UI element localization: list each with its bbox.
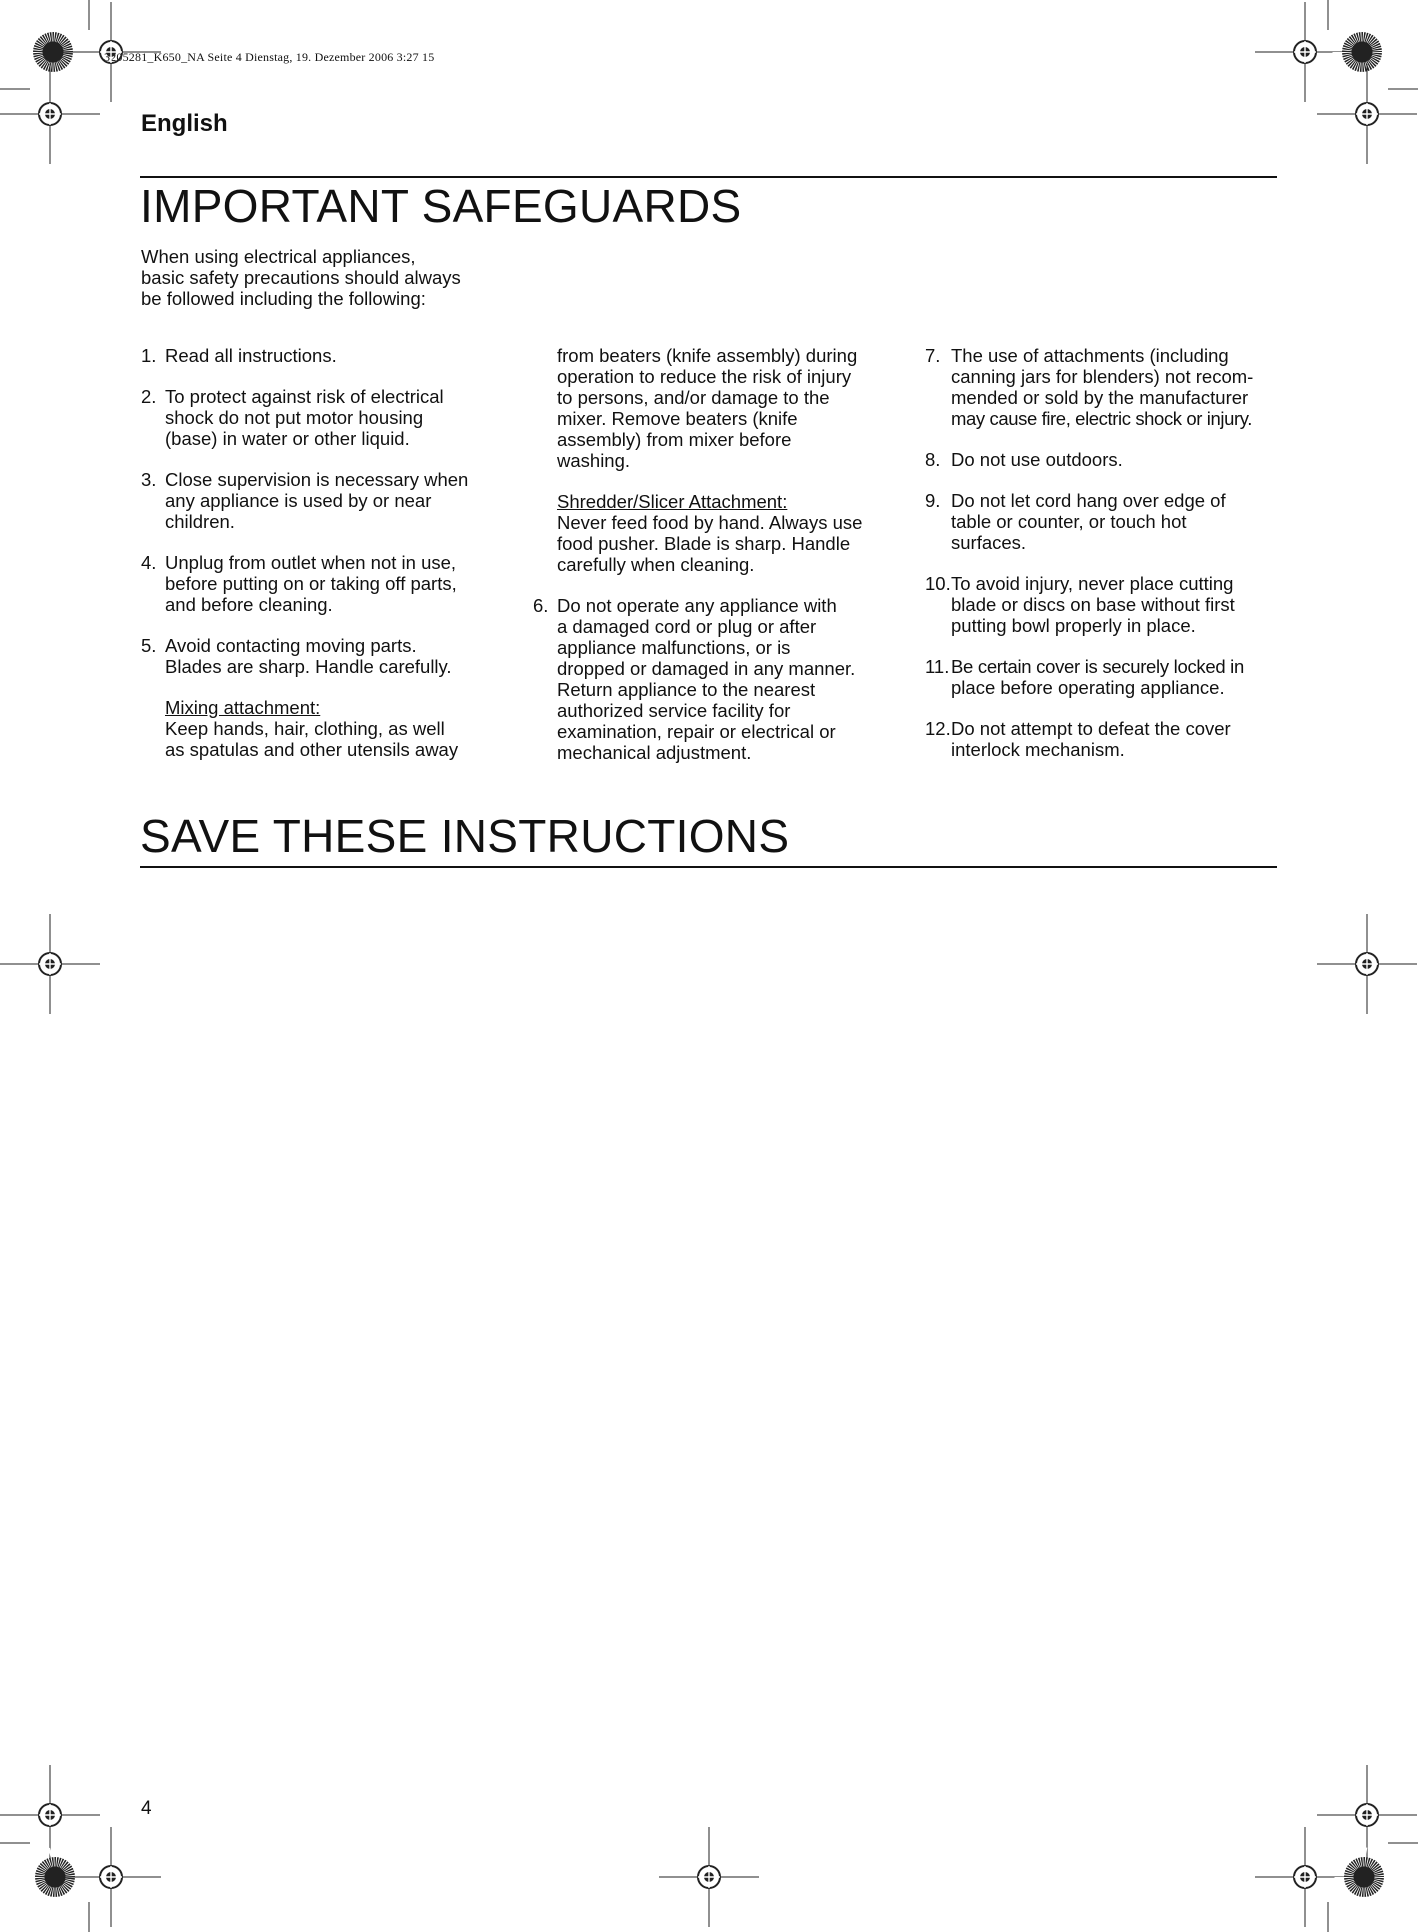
item-text: canning jars for blenders) not recom- [951, 366, 1254, 387]
page-heading: IMPORTANT SAFEGUARDS [140, 180, 742, 232]
item-text: Do not operate any appliance with [557, 595, 837, 616]
item-text: from beaters (knife assembly) during [557, 345, 858, 366]
item-text: Unplug from outlet when not in use, [165, 552, 457, 573]
item-text: putting bowl properly in place. [951, 615, 1196, 636]
registration-star-icon [1342, 32, 1382, 72]
item-text: (base) in water or other liquid. [165, 428, 410, 449]
item-text: assembly) from mixer before [557, 429, 792, 450]
item-number: 4. [141, 552, 157, 573]
registration-crosshair-icon [0, 64, 100, 164]
item-text: table or counter, or touch hot [951, 511, 1187, 532]
intro-line: basic safety precautions should always [141, 267, 461, 288]
item-text: mechanical adjustment. [557, 742, 752, 763]
item-text: The use of attachments (including [951, 345, 1229, 366]
item-text: Read all instructions. [165, 345, 337, 366]
item-number: 2. [141, 386, 157, 407]
item-text: Avoid contacting moving parts. [165, 635, 417, 656]
item-number: 3. [141, 469, 157, 490]
item-text: as spatulas and other utensils away [165, 739, 459, 760]
item-number: 10. [925, 573, 951, 594]
item-text: Return appliance to the nearest [557, 679, 816, 700]
item-text: authorized service facility for [557, 700, 791, 721]
registration-crosshair-icon [659, 1827, 759, 1927]
intro-line: be followed including the following: [141, 288, 426, 309]
item-text: To avoid injury, never place cutting [951, 573, 1234, 594]
item-text: and before cleaning. [165, 594, 333, 615]
item-number: 6. [533, 595, 549, 616]
intro-line: When using electrical appliances, [141, 246, 416, 267]
item-text: any appliance is used by or near [165, 490, 432, 511]
item-number: 9. [925, 490, 941, 511]
item-text: examination, repair or electrical or [557, 721, 836, 742]
registration-star-icon [1344, 1857, 1384, 1897]
item-text: children. [165, 511, 235, 532]
item-text: place before operating appliance. [951, 677, 1225, 698]
item-text: mended or sold by the manufacturer [951, 387, 1249, 408]
item-text: shock do not put motor housing [165, 407, 424, 428]
registration-crosshair-icon [1317, 64, 1417, 164]
printer-slug: 3205281_K650_NA Seite 4 Dienstag, 19. Dezember 2006 3:27 15 [104, 50, 435, 64]
item-text: a damaged cord or plug or after [557, 616, 817, 637]
item-text: Close supervision is necessary when [165, 469, 469, 490]
item-number: 1. [141, 345, 157, 366]
item-text: Do not let cord hang over edge of [951, 490, 1226, 511]
item-text: to persons, and/or damage to the [557, 387, 830, 408]
item-text: appliance malfunctions, or is [557, 637, 791, 658]
mixing-attachment-title: Mixing attachment: [165, 697, 321, 718]
registration-crosshair-icon [61, 2, 161, 102]
item-text: before putting on or taking off parts, [165, 573, 457, 594]
item-text: Do not attempt to defeat the cover [951, 718, 1231, 739]
item-text: mixer. Remove beaters (knife [557, 408, 798, 429]
language-label: English [141, 110, 228, 137]
item-text: may cause fire, electric shock or injury. [951, 408, 1252, 429]
item-number: 12. [925, 718, 951, 739]
item-text: blade or discs on base without first [951, 594, 1235, 615]
item-text: dropped or damaged in any manner. [557, 658, 856, 679]
shredder-attachment-title: Shredder/Slicer Attachment: [557, 491, 788, 512]
item-number: 7. [925, 345, 941, 366]
item-text: Never feed food by hand. Always use [557, 512, 863, 533]
item-number: 11. [925, 656, 950, 677]
item-text: Keep hands, hair, clothing, as well [165, 718, 445, 739]
page-number: 4 [141, 1798, 152, 1819]
item-number: 5. [141, 635, 157, 656]
item-text: Blades are sharp. Handle carefully. [165, 656, 452, 677]
item-text: Do not use outdoors. [951, 449, 1123, 470]
registration-crosshair-icon [61, 1827, 161, 1927]
item-text: interlock mechanism. [951, 739, 1125, 760]
item-number: 8. [925, 449, 941, 470]
item-text: operation to reduce the risk of injury [557, 366, 852, 387]
item-text: surfaces. [951, 532, 1027, 553]
item-text: food pusher. Blade is sharp. Handle [557, 533, 851, 554]
registration-crosshair-icon [1317, 914, 1417, 1014]
item-text: Be certain cover is securely locked in [951, 656, 1244, 677]
item-text: To protect against risk of electrical [165, 386, 444, 407]
item-text: carefully when cleaning. [557, 554, 755, 575]
registration-crosshair-icon [0, 914, 100, 1014]
item-text: washing. [557, 450, 631, 471]
save-instructions-heading: SAVE THESE INSTRUCTIONS [140, 810, 790, 862]
